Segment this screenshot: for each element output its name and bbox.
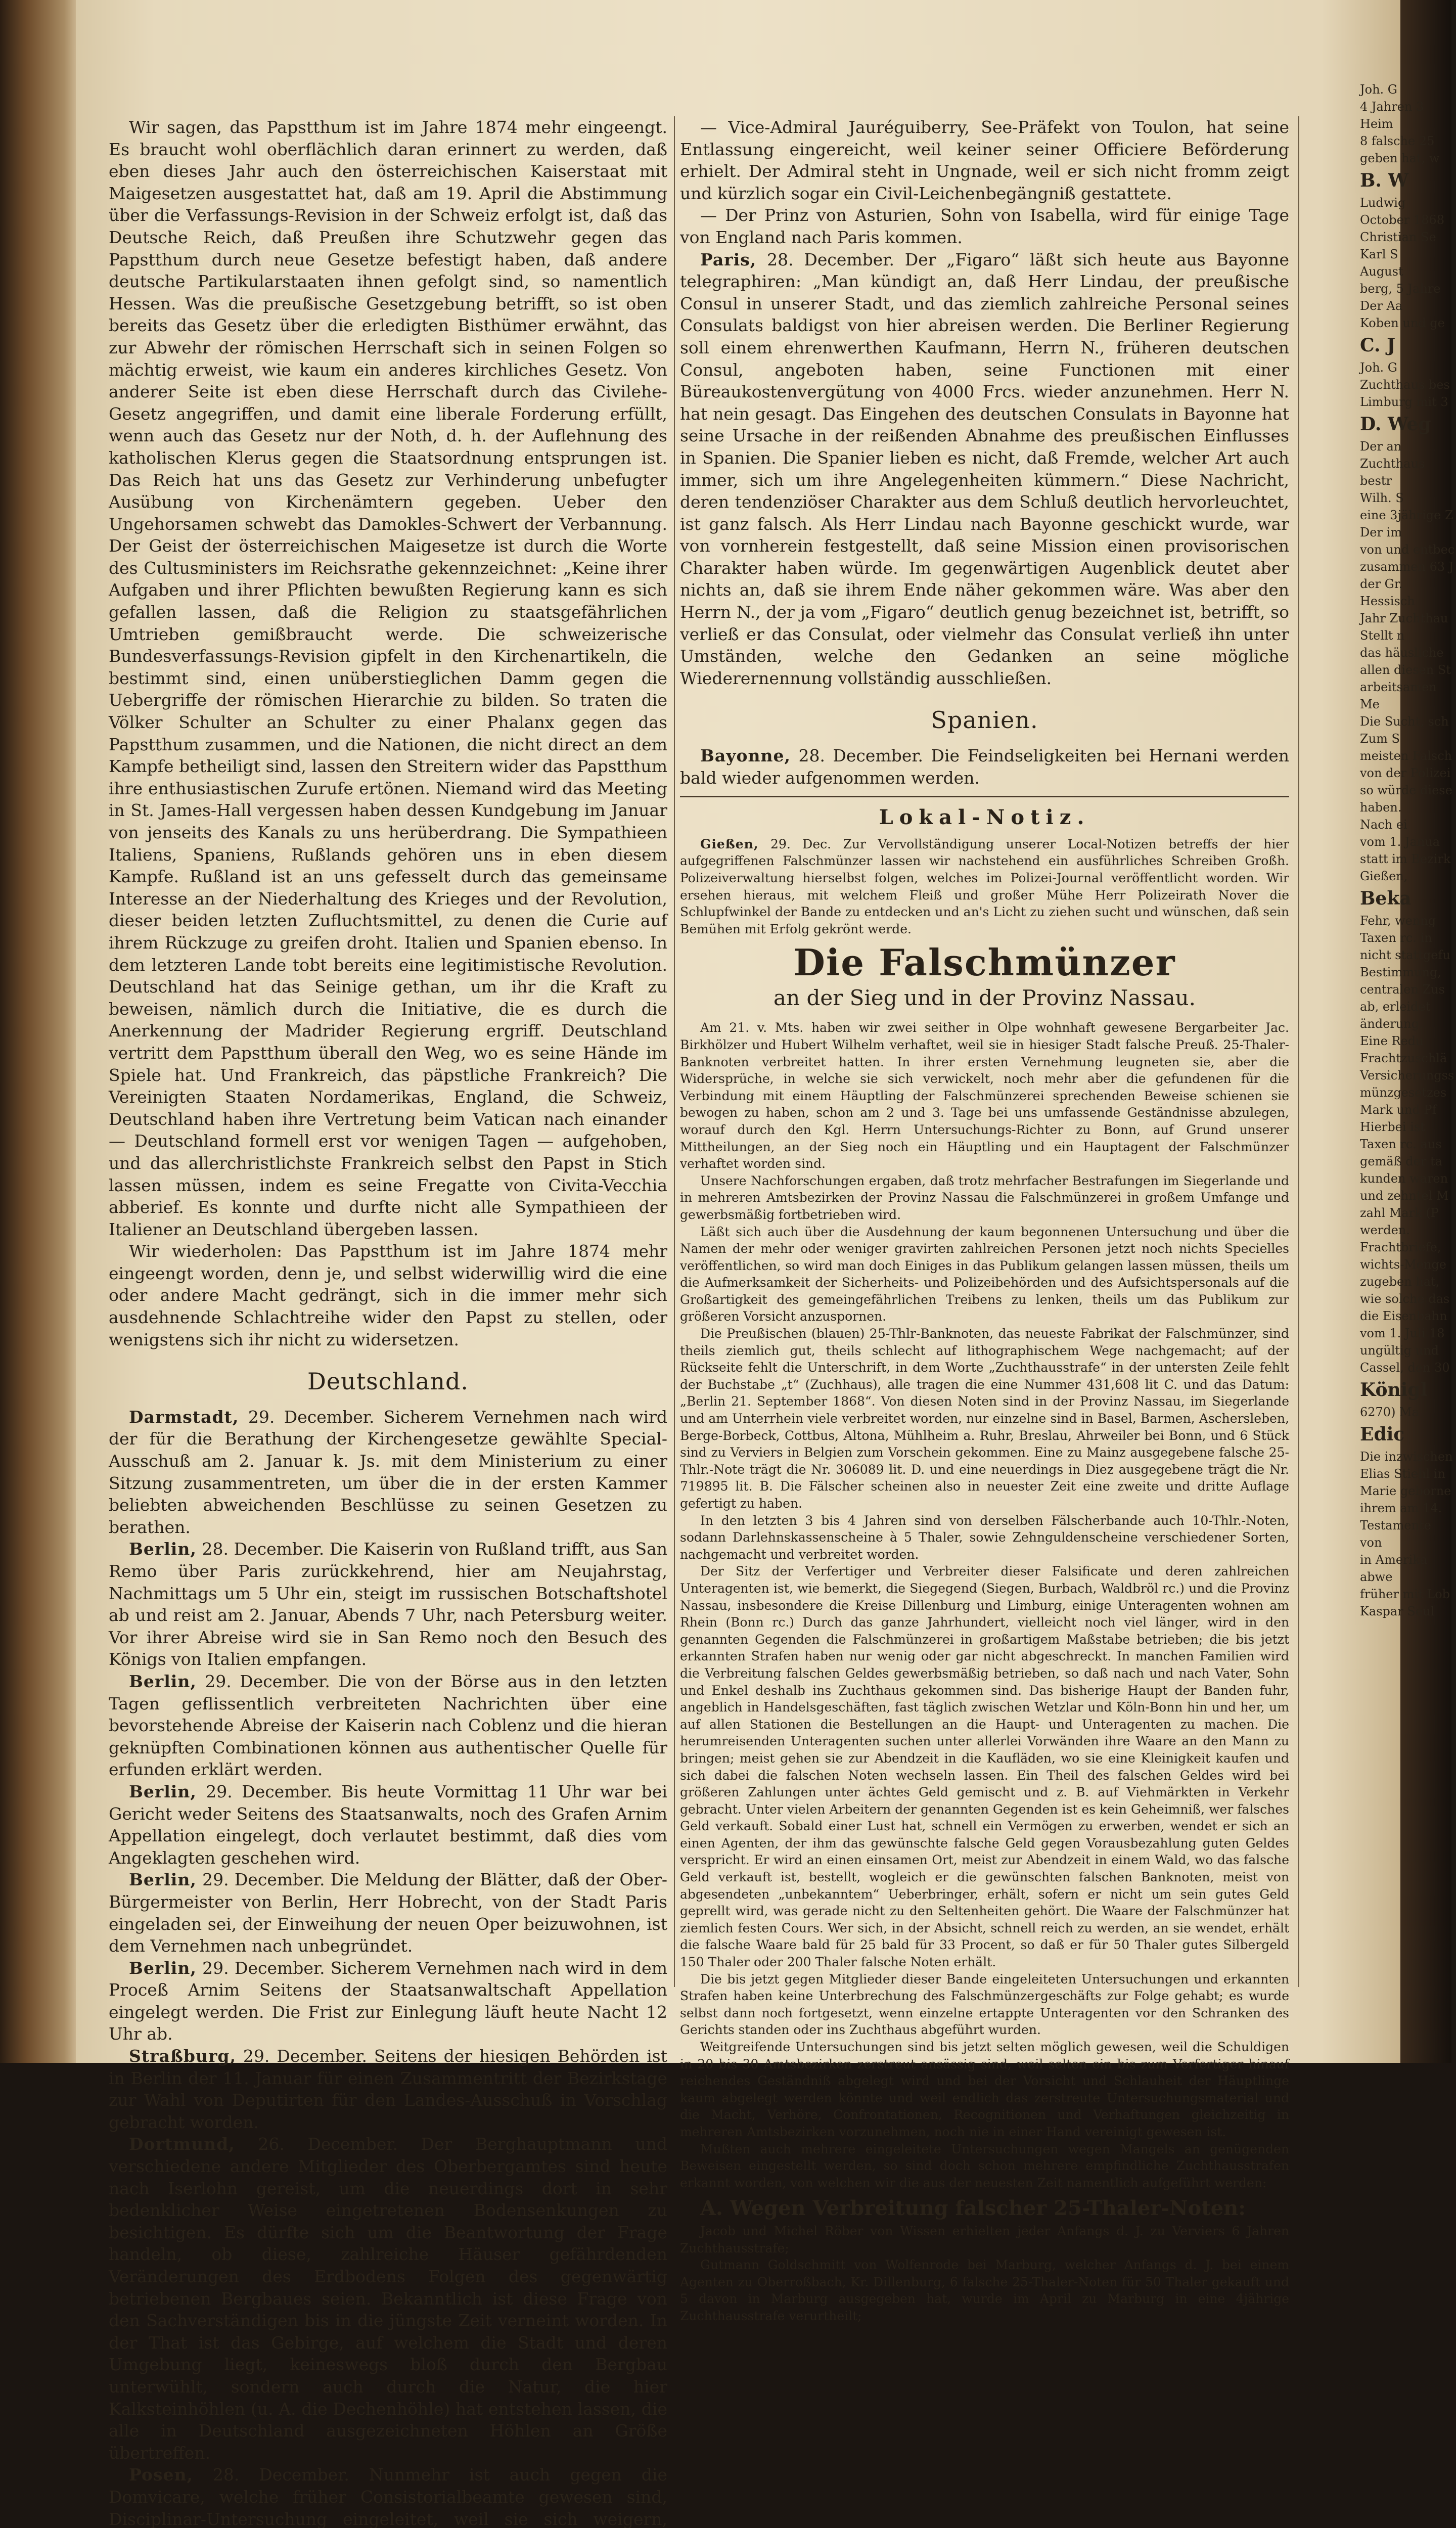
report-paragraph: In den letzten 3 bis 4 Jahren sind von derselben Fälscherbande auch 10-Thlr.-Noten, sodann Darlehnskassenscheine à 5 Thaler, sowie Zehnguldenscheine verschiedener Sorten, nachgemacht und verbreitet worden. bbox=[680, 1513, 1289, 1562]
news-item-berlin-3 bbox=[109, 1781, 667, 1869]
report-paragraph: Mußten auch mehrere eingeleitete Untersuchungen wegen Mangels an genügenden Beweisen eingestellt werden, so sind doch schon mehrere empfindliche Zuchthausstrafen erkannt worden, von welchen wir die aus der neuesten Zeit namentlich aufgeführt werden: bbox=[680, 2141, 1289, 2190]
dateline-place: Berlin, bbox=[129, 1671, 197, 1691]
cutoff-line: ungültig und bbox=[1360, 1343, 1439, 1358]
cutoff-line: Königl bbox=[1360, 1379, 1428, 1401]
section-a-item: Gutmann Goldschmitt von Wolfenrode bei Marburg, welcher Anfangs d. J. bei einem Agenten zu Oberroßbach, Kr. Dillenburg, 6 falsche 25-Thaler-Noten für 50 Thaler gekauft und 5 davon in Marburg ausgegeben hat, wurde im April zu Marburg in eine 4jährige Zuchthausstrafe verurtheilt; bbox=[680, 2258, 1289, 2323]
cutoff-line: kunden waren bbox=[1360, 1171, 1448, 1186]
section-a-heading: A. Wegen Verbreitung falscher 25-Thaler-Noten: bbox=[700, 2196, 1246, 2221]
cutoff-line: Kaspar Seul bbox=[1360, 1604, 1435, 1618]
cutoff-line: von und entbec bbox=[1360, 543, 1455, 557]
cutoff-line: Die Sucht, sch bbox=[1360, 714, 1449, 729]
section-rule bbox=[680, 796, 1289, 797]
report-paragraph: Läßt sich auch über die Ausdehnung der kaum begonnenen Untersuchung und über die Namen der mehr oder weniger gravirten zahlreichen Personen jetzt noch nichts Specielles veröffentlichen, so wird man doch Einiges in das Publikum gelangen lassen müssen, theils um die Aufmerksamkeit der Sicherheits- und Polizeibehörden und des Aufsichtspersonals auf die Großartigkeit des gemeingefährlichen Treibens zu lenken, theils um das Publikum zur größeren Vorsicht anzuspornen. bbox=[680, 1224, 1289, 1324]
news-item-jaureguiberry: — Vice-Admiral Jauréguiberry, See-Präfekt von Toulon, hat seine Entlassung eingereicht, weil keiner seiner Officiere Beförderung erhielt. Der Admiral steht in Ungnade, weil er sich nicht fromm zeigt und kürzlich sogar ein Civil-Leichenbegängniß gestattete. bbox=[680, 117, 1289, 203]
cutoff-line: Marie geborne bbox=[1360, 1484, 1451, 1498]
lokal-notiz-heading: Lokal-Notiz. bbox=[879, 805, 1090, 830]
cutoff-line: Der im bbox=[1360, 525, 1402, 539]
news-item-darmstadt bbox=[109, 1406, 667, 1539]
intro-paragraph-1: Wir sagen, das Papstthum ist im Jahre 1874 mehr eingeengt. Es braucht wohl oberflächlich daran erinnert zu werden, daß eben dieses Jahr auch den österreichischen Kaiserstaat mit Maigesetzen ausgestattet hat, daß am 19. April die Abstimmung über die Verfassungs-Revision in der Schweiz erfolgt ist, daß das Deutsche Reich, daß Preußen ihre Schutzwehr gegen das Papstthum durch neue Gesetze befestigt haben, daß andere deutsche Partikularstaaten ihnen gefolgt sind, so namentlich Hessen. Was die preußische Gesetzgebung betrifft, so ist oben bereits das Gesetz über die erledigten Bisthümer erwähnt, das zur Abwehr der römischen Herrschaft sich in seinen Folgen so mächtig erweist, wie kaum ein anderes kirchliches Gesetz. Von anderer Seite ist eben diese Herrschaft durch das Civilehe-Gesetz angegriffen, und damit eine liberale Forderung erfüllt, wenn auch das Gesetz nur der Noth, d. h. der Auflehnung des katholischen Klerus gegen die Staatsordnung entsprungen ist. Das Reich hat uns das Gesetz zur Verhinderung unbefugter Ausübung von Kirchenämtern gegeben. Ueber den Ungehorsamen schwebt das Damokles-Schwert der Verbannung. Der Geist der österreichischen Maigesetze ist durch die Worte des Cultusministers im Reichsrathe gekennzeichnet: „Keine ihrer Aufgaben und ihrer Pflichten bewußten Regierung kann es sich gefallen lassen, daß die Religion zu staatsgefährlichen Umtrieben gemißbraucht werde. Die schweizerische Bundesverfassungs-Revision gipfelt in den Kirchenartikeln, die bestimmt sind, einen unüberstieglichen Damm gegen die Uebergriffe der römischen Hierarchie zu bilden. So traten die Völker Schulter an Schulter zu einer Phalanx gegen das Papstthum zusammen, und die Nationen, die nicht direct an dem Kampfe betheiligt sind, lassen den Streitern wider das Papstthum ihre enthusiastischen Zurufe ertönen. Niemand wird das Meeting in St. James-Hall vergessen haben dessen Kundgebung im Januar von jenseits des Kanals zu uns herüberdrang. Die Sympathieen Italiens, Spaniens, Rußlands gehören uns in eben diesem Kampfe. Rußland ist an uns gefesselt durch das gemeinsame Interesse an der Niederhaltung des Krieges und der Revolution, dieser beiden letzten Zufluchtsmittel, zu denen die Curie auf ihrem Rückzuge zu greifen droht. Italien und Spanien ebenso. In dem letzteren Lande tobt bereits eine legitimistische Revolution. Deutschland hat das Seinige gethan, um ihr die Kraft zu beweisen, nämlich durch die Initiative, die es durch die Anerkennung der Madrider Regierung ergriff. Deutschland vertritt dem Papstthum überall den Weg, wo es seine Hände im Spiele hat. Und Frankreich, das päpstliche Frankreich? Die Vereinigten Staaten Nordamerikas, England, die Schweiz, Deutschland haben ihre Vertretung beim Vatican nach einander — Deutschland formell erst vor wenigen Tagen — aufgehoben, und das allerchristlichste Frankreich selbst den Papst in Stich lassen müssen, indem es seine Fregatte von Civita-Vecchia abberief. Es konnte und durfte nicht alle Sympathieen der Italiener an Deutschland übergeben lassen. bbox=[109, 117, 667, 1239]
dateline-place: Posen, bbox=[129, 2465, 193, 2485]
cutoff-line: statt im Bezirk bbox=[1360, 852, 1451, 866]
cutoff-line: Jahr Zuchthau bbox=[1360, 611, 1448, 625]
cutoff-line: berg, 5 Jahre bbox=[1360, 282, 1441, 296]
cutoff-line: ab, erleidet bbox=[1360, 1000, 1431, 1014]
cutoff-line: Eine Redu bbox=[1360, 1034, 1424, 1048]
column-adverts-cutoff bbox=[1360, 81, 1456, 1952]
column-rule-right bbox=[1298, 116, 1299, 1987]
cutoff-line: Cassel, den 30 bbox=[1360, 1361, 1450, 1375]
cutoff-line: vom 1. Juli 18 bbox=[1360, 1326, 1445, 1340]
cutoff-line: Stellt n bbox=[1360, 628, 1405, 643]
cutoff-line: Frachtbriefe, bbox=[1360, 1240, 1441, 1254]
cutoff-line: Edic bbox=[1360, 1424, 1405, 1445]
news-item-posen bbox=[109, 2464, 667, 2528]
cutoff-line: allen diesen St bbox=[1360, 663, 1451, 677]
cutoff-line: meisten Falsch bbox=[1360, 749, 1452, 763]
cutoff-line: Koben und ge bbox=[1360, 316, 1445, 330]
cutoff-line: Mark und Pf bbox=[1360, 1103, 1437, 1117]
cutoff-line: Testamente von bbox=[1360, 1518, 1431, 1550]
cutoff-line: Die inzwischen bbox=[1360, 1450, 1453, 1464]
news-item-bayonne bbox=[680, 745, 1289, 789]
cutoff-line: 6270) Ma bbox=[1360, 1405, 1419, 1419]
cutoff-line: Joh. G bbox=[1360, 360, 1397, 375]
dateline-place: Bayonne, bbox=[700, 746, 791, 766]
column-rule-left bbox=[674, 116, 675, 1987]
cutoff-line: Zum S bbox=[1360, 732, 1400, 746]
cutoff-line: zahl Mark (P bbox=[1360, 1206, 1439, 1220]
cutoff-line: die Eisenbahn bbox=[1360, 1309, 1447, 1323]
cutoff-line: Joh. G bbox=[1360, 82, 1397, 97]
cutoff-line: und zehntel M bbox=[1360, 1189, 1449, 1203]
news-item-giessen bbox=[680, 836, 1289, 938]
dateline-place: Darmstadt, bbox=[129, 1407, 239, 1427]
cutoff-line: Der Aa bbox=[1360, 299, 1403, 313]
falschmuenzer-subtitle: an der Sieg und in der Provinz Nassau. bbox=[774, 985, 1196, 1011]
cutoff-line: D. Weg bbox=[1360, 414, 1431, 435]
cutoff-line: vom 1. Janua bbox=[1360, 835, 1440, 849]
news-item-berlin-1 bbox=[109, 1538, 667, 1671]
cutoff-line: Fehr, wenng bbox=[1360, 914, 1436, 928]
cutoff-line: in Amerika abwe bbox=[1360, 1553, 1428, 1584]
cutoff-line: Heim bbox=[1360, 117, 1393, 131]
cutoff-line: C. J bbox=[1360, 335, 1396, 356]
dateline-place: Berlin, bbox=[129, 1870, 197, 1890]
cutoff-line: Ludwig bbox=[1360, 196, 1406, 210]
news-text: 29. December. Seitens der hiesigen Behörden ist in Berlin der 11. Januar für einen Zusammentritt der Bezirkstage zur Wahl von Deputirten für den Landes-Ausschuß in Vorschlag gebracht worden. bbox=[109, 2046, 667, 2132]
news-text: 28. December. Der „Figaro“ läßt sich heute aus Bayonne telegraphiren: „Man kündigt an, daß Herr Lindau, der preußische Consul in unserer Stadt, und das ziemlich zahlreiche Personal seines Consulats baldigst von hier abreisen werden. Die Berliner Regierung soll einem ehrenwerthen Kaufmann, Herrn N., früheren deutschen Consul, angeboten haben, seine Functionen mit einer Büreaukostenvergütung von 4000 Frcs. wieder anzunehmen. Herr N. hat nein gesagt. Das Eingehen des deutschen Consulats in Bayonne hat seine Ursache in der reißenden Abnahme des preußischen Einflusses in Spanien. Die Spanier lieben es nicht, daß Fremde, welcher Art auch immer, sich um ihre Angelegenheiten kümmern.“ Diese Nachricht, deren tendenziöser Charakter aus dem Schluß deutlich hervorleuchtet, ist ganz falsch. Als Herr Lindau nach Bayonne geschickt wurde, war von vornherein festgestellt, daß seine Mission einen provisorischen Charakter haben würde. Im gegenwärtigen Augenblick deutet aber nichts an, daß sie ihrem Ende näher gekommen wäre. Was aber den Herrn N., der ja vom „Figaro“ deutlich genug bezeichnet ist, betrifft, so verließ er das Consulat, oder vielmehr das Consulat verließ ihn unter Umständen, welche den Gedanken an seine mögliche Wiederernennung vollständig ausschließen. bbox=[680, 249, 1289, 688]
report-paragraph: Die Preußischen (blauen) 25-Thlr-Banknoten, das neueste Fabrikat der Falschmünzer, sind theils ziemlich gut, theils schlecht auf lithographischem Wege nachgemacht; auf der Rückseite fehlt die Unterschrift, in dem Worte „Zuchthausstrafe“ in der untersten Zeile fehlt der Buchstabe „t“ (Zuchhaus), alle tragen die eine Nummer 431,608 lit C. und das Datum: „Berlin 21. September 1868“. Von diesen Noten sind in der Provinz Nassau, im Siegerlande und am Unterrhein viele verbreitet worden, nur einzelne sind in Basel, Barmen, Aschersleben, Berge-Borbeck, Cottbus, Altona, Mühlheim a. Ruhr, Breslau, Ahrweiler bei Bonn, und 6 Stück sind zu Verviers in Belgien zum Vorschein gekommen. Eine zu Mainz ausgegebene falsche 25-Thlr.-Note trägt die Nr. 306089 lit. D. und eine neuerdings in Diez ausgegebene trägt die Nr. 719895 lit. B. Die Fälscher scheinen also in neuester Zeit eine zweite und dritte Auflage gefertigt zu haben. bbox=[680, 1326, 1289, 1511]
news-item-paris-figaro bbox=[680, 249, 1289, 690]
cutoff-line: Zuchthaus bes bbox=[1360, 378, 1450, 392]
cutoff-line: haben. bbox=[1360, 800, 1402, 815]
cutoff-line: nicht stattgefu bbox=[1360, 948, 1450, 962]
dateline-place: Straßburg, bbox=[129, 2046, 236, 2066]
news-item-berlin-4 bbox=[109, 1869, 667, 1957]
cutoff-line: October 1868 bbox=[1360, 213, 1444, 227]
news-text: 28. December. Nunmehr ist auch gegen die Domvicare, welche früher Consistorialbeamte gewesen sind, Disciplinar-Untersuchung eingeleitet, weil sie sich weigern, bbox=[109, 2465, 667, 2528]
cutoff-line: 4 Jahren 3 bbox=[1360, 100, 1424, 114]
cutoff-line: das häusliche bbox=[1360, 646, 1444, 660]
cutoff-line: Elias Stiehl in bbox=[1360, 1467, 1445, 1481]
falschmuenzer-title: Die Falschmünzer bbox=[793, 941, 1176, 984]
news-text: 29. December. Die von der Börse aus in den letzten Tagen geflissentlich verbreiteten Nachrichten über eine bevorstehende Abreise der Kaiserin nach Coblenz und die hieran geknüpften Combinationen können aus authentischer Quelle für erfunden erklärt werden. bbox=[109, 1671, 667, 1780]
cutoff-line: Hierbei ist bbox=[1360, 1120, 1425, 1134]
cutoff-line: Christian Se bbox=[1360, 230, 1436, 244]
cutoff-line: B. W bbox=[1360, 170, 1408, 191]
cutoff-line: Karl S bbox=[1360, 247, 1398, 261]
cutoff-line: so würde diese bbox=[1360, 783, 1452, 797]
cutoff-line: centralen Zus bbox=[1360, 982, 1445, 997]
cutoff-line: geben hat, w bbox=[1360, 151, 1440, 165]
news-item-berlin-2 bbox=[109, 1671, 667, 1781]
report-paragraph: Unsere Nachforschungen ergaben, daß trotz mehrfacher Bestrafungen im Siegerlande und in mehreren Amtsbezirken der Provinz Nassau die Falschmünzerei in großem Umfange und gewerbsmäßig fortbetrieben wird. bbox=[680, 1173, 1289, 1222]
column-politics bbox=[109, 116, 667, 2528]
cutoff-line: eine 3jährige Z bbox=[1360, 508, 1453, 522]
cutoff-line: münzgesetzes bbox=[1360, 1086, 1447, 1100]
cutoff-line: arbeitsamen Me bbox=[1360, 680, 1437, 711]
news-item-dortmund bbox=[109, 2133, 667, 2464]
cutoff-line: Frachtzuschlä bbox=[1360, 1051, 1447, 1065]
cutoff-line: der Gr. Hessisch bbox=[1360, 577, 1415, 608]
cutoff-line: Gießen, bbox=[1360, 869, 1408, 883]
news-text: 26. December. Der Berghauptmann und verschiedene andere Mitglieder des Oberbergamtes sind heute nach Iserlohn gereist, um die neuerdings dort in sehr bedenklicher Weise eingetretenen Bodensenkungen zu besichtigen. Es dürfte sich um die Beantwortung der Frage handeln, ob diese, zahlreiche Häuser gefährdenden Veränderungen des Erdbodens Folgen des gegenwärtig betriebenen Bergbaues seien. Bekanntlich ist diese Frage von den Sachverständigen bis in die jüngste Zeit verneint worden. In der That ist das Gebirge, auf welchem die Stadt und deren Umgebung liegt, keineswegs bloß durch den Bergbau unterwühlt, sondern auch durch die Natur, die hier Kalksteinhöhlen (u. A. die Dechenhöhle) hat entstehen lassen, die alle in Deutschland ausgezeichneten Höhlen an Größe übertreffen. bbox=[109, 2134, 667, 2463]
news-item-strassburg bbox=[109, 2045, 667, 2133]
cutoff-line: Beka bbox=[1360, 888, 1412, 909]
cutoff-line: August bbox=[1360, 264, 1403, 279]
news-item-berlin-5 bbox=[109, 1957, 667, 2045]
cutoff-line: Taxen rc. aus bbox=[1360, 1137, 1442, 1151]
section-heading-deutschland: Deutschland. bbox=[307, 1368, 469, 1395]
news-text: 28. December. Die Kaiserin von Rußland trifft, aus San Remo über Paris zurückkehrend, hier am Neujahrstag, Nachmittags um 5 Uhr ein, steigt im russischen Botschaftshotel ab und reist am 2. Januar, Abends 7 Uhr, nach Petersburg weiter. Vor ihrer Abreise wird sie in San Remo noch den Besuch des Königs von Italien empfangen. bbox=[109, 1539, 667, 1669]
report-paragraph: Am 21. v. Mts. haben wir zwei seither in Olpe wohnhaft gewesene Bergarbeiter Jac. Birkhölzer und Hubert Wilhelm verhaftet, weil sie in hiesiger Stadt falsche Preuß. 25-Thaler-Banknoten verbreitet hatten. In ihrer ersten Vernehmung leugneten sie, aber die Widersprüche, in welche sie sich verwickelt, noch mehr aber die gefundenen für die Verbindung mit einem Häuptling der Falschmünzerei sprechenden Beweise schienen sie bewogen zu haben, schon am 2 und 3. Tage bei uns umfassende Geständnisse abzulegen, worauf durch den Kgl. Herrn Untersuchungs-Richter zu Bonn, auf Grund unserer Mittheilungen, an der Sieg noch ein Häuptling und ein Hauptagent der Falschmünzer verhaftet worden sind. bbox=[680, 1020, 1289, 1171]
news-text: 29. December. Die Meldung der Blätter, daß der Ober-Bürgermeister von Berlin, Herr Hobrecht, von der Stadt Paris eingeladen sei, der Einweihung der neuen Oper beizuwohnen, ist dem Vernehmen nach unbegründet. bbox=[109, 1870, 667, 1956]
news-text: 28. December. Die Feindseligkeiten bei Hernani werden bald wieder aufgenommen werden. bbox=[680, 746, 1289, 788]
cutoff-line: zugeben hat, bbox=[1360, 1275, 1440, 1289]
cutoff-line: wichts-Menge bbox=[1360, 1257, 1446, 1272]
column-news-and-lokal bbox=[680, 116, 1289, 2323]
dateline-place: Berlin, bbox=[129, 1781, 197, 1801]
cutoff-line: Der an bbox=[1360, 439, 1402, 454]
cutoff-line: Taxen rc. in bbox=[1360, 931, 1432, 945]
report-paragraph: Die bis jetzt gegen Mitglieder dieser Bande eingeleiteten Untersuchungen und erkannten Strafen haben keine Unterbrechung des Falschmünzergeschäfts zur Folge gehabt; es wurde selbst dann noch fortgesetzt, wenn einzelne ertappte Unteragenten vor den Schranken des Gerichts standen oder ins Zuchthaus abgeführt wurden. bbox=[680, 1971, 1289, 2038]
cutoff-line: werden. bbox=[1360, 1223, 1410, 1237]
cutoff-line: 8 falsche 25 bbox=[1360, 134, 1435, 148]
news-item-asturien: — Der Prinz von Asturien, Sohn von Isabella, wird für einige Tage von England nach Paris kommen. bbox=[680, 205, 1289, 247]
cutoff-line: Nach ei bbox=[1360, 818, 1407, 832]
cutoff-line: Limburg mit 3 bbox=[1360, 395, 1448, 409]
report-paragraph: Der Sitz der Verfertiger und Verbreiter dieser Falsificate und deren zahlreichen Unteragenten ist, wie bemerkt, die Siegegend (Siegen, Burbach, Waldbröl rc.) und die Provinz Nassau, insbesondere die Kreise Dillenburg und Limburg, einige Unteragenten wohnen am Rhein (Bonn rc.) Durch das ganze Jahrhundert, vielleicht noch viel länger, wird in den genannten Gegenden die Falschmünzerei in großartigem Maßstabe betrieben; die bis jetzt erkannten Strafen haben nur wenig oder gar nicht abgeschreckt. In manchen Familien wird die Verbreitung falschen Geldes gewerbsmäßig betrieben, so daß nach und nach Vater, Sohn und Enkel deshalb ins Zuchthaus gekommen sind. Das bisherige Haupt der Banden fuhr, angeblich in Handelsgeschäften, fast täglich zwischen Wetzlar und Köln-Bonn hin und her, um auf allen Stationen die Bestellungen an die Haupt- und Unteragenten zu machen. Die herumreisenden Unteragenten suchen unter allerlei Vorwänden ihre Waare an den Mann zu bringen; meist gehen sie zur Abendzeit in die Kaufläden, wo sie eine Kleinigkeit kaufen und sich dabei die falschen Noten wechseln lassen. Ein Theil des falschen Geldes wird bei größeren Zahlungen unter ächtes Geld gemischt und z. B. auf Viehmärkten in Verkehr gebracht. Unter vielen Arbeitern der genannten Gegenden ist es kein Geheimniß, wer falsches Geld verkauft. Sobald einer Lust hat, schnell ein Vermögen zu erwerben, wendet er sich an einen Agenten, der ihm das gewünschte falsche Geld gegen Vorausbezahlung guten Geldes verspricht. Er wird an einen einsamen Ort, meist zur Abendzeit in einem Wald, wo das falsche Geld verkauft ist, bestellt, wogleich er die gewünschten falschen Banknoten, meist von abgesendeten „unbekanntem“ Ueberbringer, erhält, sofern er nicht um sein gutes Geld geprellt wird, was gerade nicht zu den Seltenheiten gehört. Die Waare der Falschmünzer hat ziemlich festen Cours. Wer sich, in der Absicht, schnell reich zu werden, an sie wendet, erhält die falsche Waare bald für 25 bald für 33 Procent, so daß er für 50 Thaler gutes Silbergeld 150 Thaler oder 200 Thaler falsche Noten erhält. bbox=[680, 1564, 1289, 1970]
cutoff-line: änderung. bbox=[1360, 1017, 1423, 1031]
cutoff-line: zusammen 63 J bbox=[1360, 560, 1454, 574]
report-paragraph: Weitgreifende Untersuchungen sind bis jetzt selten möglich gewesen, weil die Schuldigen in 20 bis 30 Amtsbezirken zerstreut ansässig sind, weil selten ein bis zum Verfertiger hinauf reichendes Geständniß abgelegt wird und bei der Vorsicht und Schlauheit der Häuptlinge kaum abgelegt werden könnte und weil endlich das zerstreute Untersuchungsmaterial und die Macht, Verhöre, Confrontationen, Recognitionen und Verhaftungen gleichzeitig in mehreren Amtsbezirken vorzunehmen, noch nie in einer Hand vereinigt gewesen ist. bbox=[680, 2040, 1289, 2139]
news-text: 29. December. Bis heute Vormittag 11 Uhr war bei Gericht weder Seitens des Staatsanwalts, noch des Grafen Arnim Appellation eingelegt, doch verlautet bestimmt, daß dies vom Angeklagten geschehen wird. bbox=[109, 1781, 667, 1868]
cutoff-line: wie solche das bbox=[1360, 1292, 1450, 1306]
section-heading-spanien: Spanien. bbox=[931, 706, 1038, 734]
cutoff-line: von der Polizei bbox=[1360, 766, 1451, 780]
dateline-place: Gießen, bbox=[700, 836, 759, 851]
cutoff-line: Wilh. S bbox=[1360, 491, 1404, 505]
dateline-place: Dortmund, bbox=[129, 2134, 235, 2154]
news-text: 29. December. Sicherem Vernehmen nach wird der für die Berathung der Kirchengesetze gewählte Special-Ausschuß am 2. Januar k. Js. mit dem Ministerium zu einer Sitzung zusammentreten, um über die in der ersten Kammer beliebten abweichenden Beschlüsse zu seinen Gesetzen zu berathen. bbox=[109, 1407, 667, 1537]
news-text: 29. December. Sicherem Vernehmen nach wird in dem Proceß Arnim Seitens der Staatsanwaltschaft Appellation eingelegt werden. Die Frist zur Einlegung läuft heute Nacht 12 Uhr ab. bbox=[109, 1958, 667, 2044]
cutoff-line: Bestimmung, bbox=[1360, 965, 1441, 979]
dateline-place: Berlin, bbox=[129, 1539, 197, 1559]
cutoff-line: gemäß der ta bbox=[1360, 1154, 1442, 1168]
section-a-item: Jacob und Michel Röber von Wissen erhielten jeder Anfangs d. J. zu Verviers 6 Jahren Zuchthausstrafe; bbox=[680, 2223, 1289, 2255]
book-spine bbox=[0, 0, 76, 2063]
intro-paragraph-2: Wir wiederholen: Das Papstthum ist im Jahre 1874 mehr eingeengt worden, denn je, und selbst widerwillig wird die eine oder andere Macht gedrängt, sich in die immer mehr sich ausdehnende Schlachtreihe wider den Papst zu stellen, oder wenigstens sich ihr nicht zu widersetzen. bbox=[109, 1241, 667, 1349]
cutoff-line: Versicherungss bbox=[1360, 1068, 1454, 1082]
cutoff-line: Zuchthaus bestr bbox=[1360, 457, 1425, 488]
dateline-place: Berlin, bbox=[129, 1958, 197, 1978]
dateline-place: Paris, bbox=[700, 249, 757, 269]
cutoff-line: ihrem am 14. bbox=[1360, 1501, 1442, 1515]
cutoff-line: früher mit Lob bbox=[1360, 1587, 1450, 1601]
news-text: 29. Dec. Zur Vervollständigung unserer Local-Notizen betreffs der hier aufgegriffenen Falschmünzer lassen wir nachstehend ein ausführliches Schreiben Großh. Polizeiverwaltung hierselbst folgen, welches im Polizei-Journal veröffentlicht worden. Wir ersehen hieraus, mit welchem Fleiß und großer Mühe Herr Polizeirath Nover die Schlupfwinkel der Bande zu entdecken und an's Licht zu ziehen sucht und wünschen, daß sein Bemühen mit Erfolg gekrönt werde. bbox=[680, 836, 1289, 936]
